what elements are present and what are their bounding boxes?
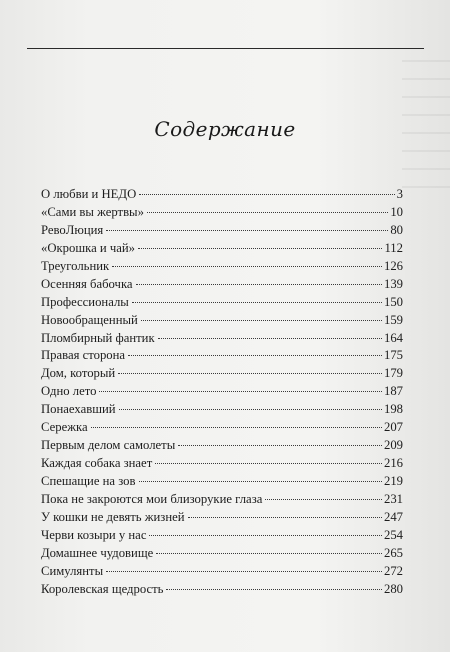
toc-entry-title: «Сами вы жертвы»	[41, 204, 144, 219]
dot-leader	[155, 463, 382, 464]
dot-leader	[141, 320, 382, 321]
toc-entry-page-number: 265	[383, 545, 403, 560]
toc-entry	[41, 330, 403, 348]
toc-entry-page-number: 198	[383, 402, 403, 417]
dot-leader	[132, 302, 382, 303]
toc-entry	[41, 347, 403, 365]
toc-entry	[41, 491, 403, 509]
toc-entry-page-number: 179	[383, 366, 403, 381]
toc-entry-page-number: 159	[383, 312, 403, 327]
toc-entry	[41, 401, 403, 419]
dot-leader	[106, 571, 382, 572]
dot-leader	[128, 355, 382, 356]
toc-entry-title: Дом, который	[41, 366, 116, 381]
toc-entry-title: Понаехавший	[41, 402, 116, 417]
toc-entry	[41, 186, 403, 204]
dot-leader	[112, 266, 382, 267]
toc-entry	[41, 240, 403, 258]
dot-leader	[106, 230, 388, 231]
dot-leader	[136, 284, 382, 285]
toc-entry-page-number: 272	[383, 563, 403, 578]
dot-leader	[99, 391, 382, 392]
dot-leader	[118, 373, 382, 374]
toc-entry	[41, 276, 403, 294]
toc-entry-page-number: 10	[390, 204, 403, 219]
toc-entry-title: Новообращенный	[41, 312, 138, 327]
toc-entry-title: «Окрошка и чай»	[41, 240, 136, 255]
toc-entry	[41, 365, 403, 383]
toc-entry-title: Правая сторона	[41, 348, 126, 363]
toc-entry-page-number: 254	[383, 527, 403, 542]
toc-entry	[41, 294, 403, 312]
dot-leader	[91, 427, 382, 428]
toc-entry-page-number: 112	[384, 240, 403, 255]
toc-entry-title: О любви и НЕДО	[41, 187, 137, 201]
toc-entry-page-number: 139	[383, 276, 403, 291]
dot-leader	[265, 499, 382, 500]
toc-entry-page-number: 187	[383, 384, 403, 399]
toc-entry-page-number: 219	[383, 474, 403, 488]
dot-leader	[139, 194, 394, 195]
toc-entry-title: Домашнее чудовище	[41, 545, 154, 560]
dot-leader	[139, 481, 382, 482]
toc-entry-page-number: 231	[383, 491, 403, 506]
toc-entry-title: Треугольник	[41, 258, 110, 273]
toc-entry	[41, 383, 403, 401]
toc-entry-title: Профессионалы	[41, 294, 129, 309]
table-of-contents	[41, 186, 403, 599]
toc-entry-page-number: 150	[383, 294, 403, 309]
toc-entry-page-number: 126	[383, 258, 403, 273]
toc-entry-page-number: 3	[396, 187, 403, 201]
dot-leader	[149, 535, 382, 536]
toc-entry	[41, 455, 403, 473]
dot-leader	[147, 212, 388, 213]
toc-entry-title: Симулянты	[41, 563, 104, 578]
toc-entry-title: Сережка	[41, 420, 88, 435]
toc-entry	[41, 581, 403, 599]
dot-leader	[166, 589, 381, 590]
toc-entry	[41, 222, 403, 240]
toc-entry	[41, 204, 403, 222]
toc-entry-title: Осенняя бабочка	[41, 276, 133, 291]
dot-leader	[138, 248, 382, 249]
toc-entry	[41, 419, 403, 437]
dot-leader	[158, 338, 382, 339]
toc-entry	[41, 258, 403, 276]
toc-heading: Содержание	[154, 117, 296, 141]
dot-leader	[119, 409, 382, 410]
toc-entry-title: Пломбирный фантик	[41, 330, 155, 345]
toc-entry	[41, 473, 403, 491]
toc-entry-page-number: 207	[383, 420, 403, 435]
toc-entry-title: РевоЛюция	[41, 222, 104, 237]
toc-entry	[41, 437, 403, 455]
toc-entry	[41, 527, 403, 545]
toc-entry-page-number: 247	[383, 509, 403, 524]
toc-entry-page-number: 80	[390, 222, 403, 237]
toc-entry-page-number: 280	[383, 581, 403, 596]
toc-entry-title: Спешащие на зов	[41, 474, 136, 488]
toc-entry	[41, 545, 403, 563]
toc-entry-page-number: 209	[383, 438, 403, 453]
toc-entry-title: Одно лето	[41, 384, 97, 399]
header-rule	[27, 48, 424, 49]
dot-leader	[178, 445, 382, 446]
toc-entry-title: Черви козыри у нас	[41, 527, 147, 542]
toc-entry-title: Королевская щедрость	[41, 581, 164, 596]
toc-entry-title: Каждая собака знает	[41, 456, 153, 471]
dot-leader	[156, 553, 382, 554]
toc-entry-title: Пока не закроются мои близорукие глаза	[41, 491, 263, 506]
toc-entry	[41, 563, 403, 581]
toc-entry-title: Первым делом самолеты	[41, 438, 176, 453]
toc-entry-page-number: 175	[383, 348, 403, 363]
toc-entry-page-number: 216	[383, 456, 403, 471]
toc-entry-title: У кошки не девять жизней	[41, 509, 185, 524]
toc-entry-page-number: 164	[383, 330, 403, 345]
toc-entry	[41, 312, 403, 330]
toc-entry	[41, 509, 403, 527]
dot-leader	[188, 517, 382, 518]
